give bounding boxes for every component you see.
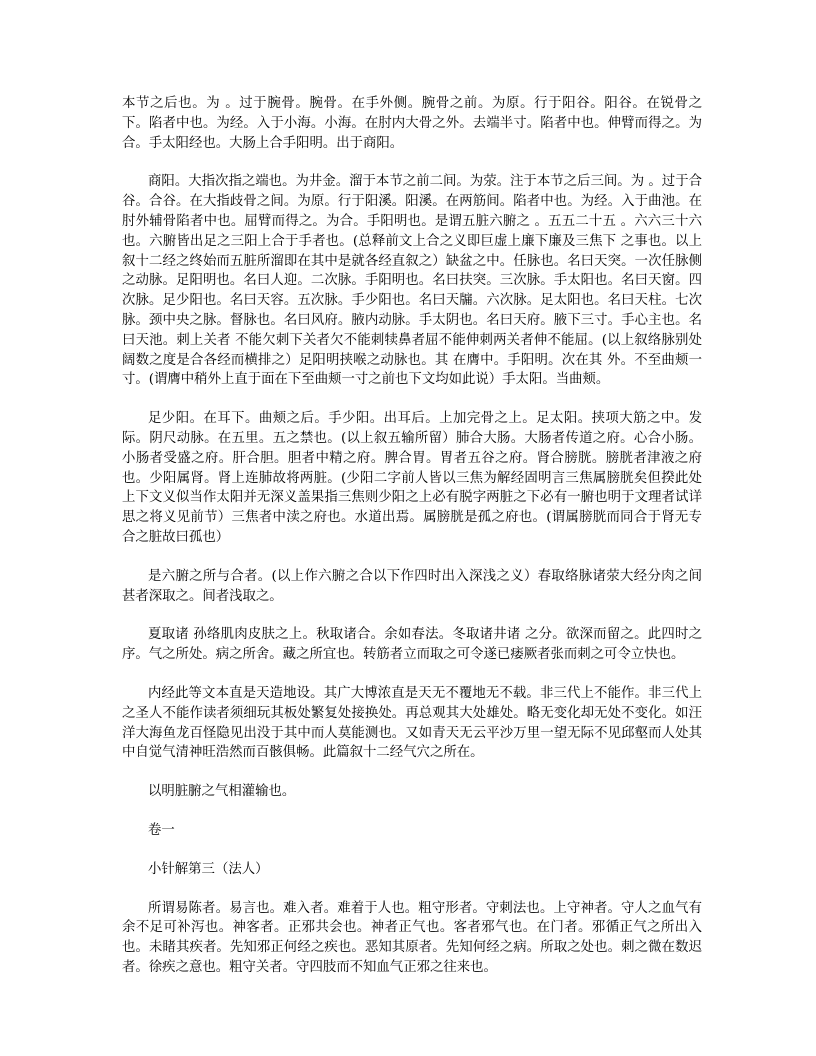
chapter-heading: 小针解第三（法人） bbox=[148, 861, 269, 877]
body-paragraph: 所谓易陈者。易言也。难入者。难着于人也。粗守形者。守刺法也。上守神者。守人之血气有余不足可补泻也。神客者。正邪共会也。神者正气也。客者邪气也。在门者。邪循正气之所出入也。未睹其疾者。先知邪正何经之疾也。恶知其原者。先知何经之病。所取之处也。刺之微在数迟者。徐疾之意也。粗守关者。守四肢而不知血气正邪之往来也。 bbox=[122, 900, 702, 975]
body-paragraph: 是六腑之所与合者。(以上作六腑之合以下作四时出入深浅之义）春取络脉诸荥大经分肉之间甚者深取之。间者浅取之。 bbox=[122, 568, 702, 604]
body-paragraph: 足少阳。在耳下。曲颊之后。手少阳。出耳后。上加完骨之上。足太阳。挟项大筋之中。发际。阴尺动脉。在五里。五之禁也。(以上叙五输所留）肺合大肠。大肠者传道之府。心合小肠。小肠者受盛之府。肝合胆。胆者中精之府。脾合胃。胃者五谷之府。肾合膀胱。膀胱者津液之府也。少阳属肾。肾上连肺故将两脏。(少阳二字前人皆以三焦为解经固明言三焦属膀胱矣但揆此处上下文义似当作太阳并无深义盖果指三焦则少阳之上必有脱字两脏之下必有一腑也明于文理者试详思之将义见前节）三焦者中渎之府也。水道出焉。属膀胱是孤之府也。(谓属膀胱而同合于肾无专合之脏故曰孤也） bbox=[122, 411, 702, 545]
body-paragraph: 本节之后也。为 。过于腕骨。腕骨。在手外侧。腕骨之前。为原。行于阳谷。阳谷。在锐骨之下。陷者中也。为经。入于小海。小海。在肘内大骨之外。去端半寸。陷者中也。伸臂而得之。为合。手太阳经也。大肠上合手阳明。出于商阳。 bbox=[122, 96, 702, 151]
body-paragraph: 以明脏腑之气相灌输也。 bbox=[148, 784, 296, 800]
body-paragraph: 夏取诸 孙络肌肉皮肤之上。秋取诸合。余如春法。冬取诸井诸 之分。欲深而留之。此四时之序。气之所处。病之所舍。藏之所宜也。转筋者立而取之可令遂已痿厥者张而刺之可令立快也。 bbox=[122, 627, 702, 663]
body-paragraph: 商阳。大指次指之端也。为井金。溜于本节之前二间。为荥。注于本节之后三间。为 。过于合谷。合谷。在大指歧骨之间。为原。行于阳溪。阳溪。在两筋间。陷者中也。为经。入于曲池。在肘外辅骨陷者中也。屈臂而得之。为合。手阳明也。是谓五脏六腑之 。五五二十五 。六六三十六 也。六腑皆出足之三阳上合于手者也。(总释前文上合之义即巨虚上廉下廉及三焦下 之事也。以上叙十二经之终始而五脏所溜即在其中是就各经直叙之）缺盆之中。任脉也。名曰天突。一次任脉侧之动脉。足阳明也。名曰人迎。二次脉。手阳明也。名曰扶突。三次脉。手太阳也。名曰天窗。四次脉。足少阳也。名曰天容。五次脉。手少阳也。名曰天牖。六次脉。足太阳也。名曰天柱。七次脉。颈中央之脉。督脉也。名曰风府。腋内动脉。手太阴也。名曰天府。腋下三寸。手心主也。名曰天池。刺上关者 不能欠刺下关者欠不能刺犊鼻者屈不能伸刺两关者伸不能屈。(以上叙络脉别处阔数之度是合各经而横排之）足阳明挟喉之动脉也。其 在膺中。手阳明。次在其 外。不至曲颊一寸。(谓膺中稍外上直于面在下至曲颊一寸之前也下文均如此说）手太阳。当曲颊。 bbox=[122, 174, 702, 388]
body-paragraph: 内经此等文本直是天造地设。其广大博浓直是天无不覆地无不载。非三代上不能作。非三代上之圣人不能作读者须细玩其板处繁复处接换处。再总观其大处雄处。略无变化却无处不变化。如汪洋大海鱼龙百怪隐见出没于其中而人莫能测也。又如青天无云平沙万里一望无际不见邱壑而人处其中自觉气清神旺浩然而百骸俱畅。此篇叙十二经气穴之所在。 bbox=[122, 685, 702, 761]
volume-heading: 卷一 bbox=[148, 822, 175, 838]
document-page bbox=[122, 94, 702, 997]
